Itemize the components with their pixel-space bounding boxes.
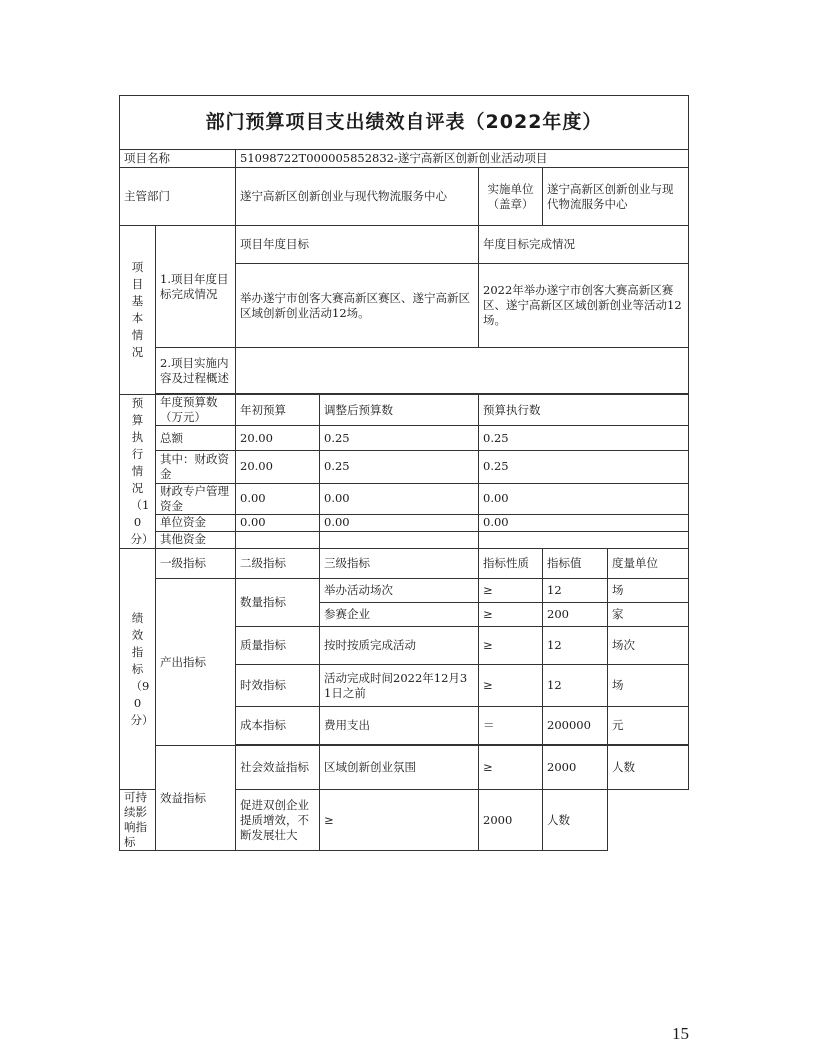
budget-row-label: 其中：财政资金 — [156, 451, 236, 483]
indicator-value: 200000 — [543, 707, 608, 745]
indicator-value: 2000 — [479, 790, 543, 851]
unit-header: 度量单位 — [608, 549, 689, 579]
indicator-value: 2000 — [543, 746, 608, 790]
indicator-unit: 家 — [608, 603, 689, 627]
budget-adjusted-value: 0.25 — [320, 451, 479, 483]
indicator-unit: 场 — [608, 665, 689, 707]
budget-initial-value: 20.00 — [236, 451, 320, 483]
budget-row-label: 总额 — [156, 426, 236, 451]
page-number: 15 — [672, 1024, 689, 1043]
indicator-name: 促进双创企业提质增效，不断发展壮大 — [236, 790, 320, 851]
indicator-unit: 元 — [608, 707, 689, 745]
level2-header: 二级指标 — [236, 549, 320, 579]
department-value: 遂宁高新区创新创业与现代物流服务中心 — [236, 168, 479, 226]
indicator-unit: 人数 — [543, 790, 608, 851]
indicator-name: 费用支出 — [320, 707, 479, 745]
budget-initial-value: 0.00 — [236, 514, 320, 531]
executed-budget-header: 预算执行数 — [479, 395, 689, 426]
budget-executed-value: 0.25 — [479, 451, 689, 483]
indicator-nature: ≥ — [479, 603, 543, 627]
budget-column-label: 年度预算数（万元） — [156, 395, 236, 426]
nature-header: 指标性质 — [479, 549, 543, 579]
budget-section-label: 预算执行情况（10分） — [120, 395, 156, 549]
annual-goal-header: 项目年度目标 — [236, 226, 479, 264]
indicator-value: 12 — [543, 665, 608, 707]
timeliness-indicator-label: 时效指标 — [236, 665, 320, 707]
implementing-unit-label: 实施单位（盖章） — [479, 168, 543, 226]
budget-adjusted-value: 0.00 — [320, 483, 479, 514]
indicator-name: 活动完成时间2022年12月31日之前 — [320, 665, 479, 707]
indicator-nature: ≥ — [479, 627, 543, 665]
social-benefit-indicator-label: 社会效益指标 — [236, 746, 320, 790]
quantity-indicator-label: 数量指标 — [236, 579, 320, 627]
implementing-unit-value: 遂宁高新区创新创业与现代物流服务中心 — [543, 168, 689, 226]
cost-indicator-label: 成本指标 — [236, 707, 320, 745]
budget-executed-value: 0.25 — [479, 426, 689, 451]
indicator-name: 举办活动场次 — [320, 579, 479, 603]
budget-adjusted-value: 0.00 — [320, 514, 479, 531]
budget-row-label: 其他资金 — [156, 531, 236, 548]
budget-adjusted-value — [320, 531, 479, 548]
indicator-value: 200 — [543, 603, 608, 627]
annual-goal-text: 举办遂宁市创客大赛高新区赛区、遂宁高新区区域创新创业活动12场。 — [236, 264, 479, 348]
level1-header: 一级指标 — [156, 549, 236, 579]
budget-executed-value — [479, 531, 689, 548]
indicator-name: 区域创新创业氛围 — [320, 746, 479, 790]
output-indicator-label: 产出指标 — [156, 579, 236, 746]
indicator-unit: 人数 — [608, 746, 689, 790]
sustainability-indicator-label: 可持续影响指标 — [120, 790, 156, 851]
budget-initial-value: 0.00 — [236, 483, 320, 514]
goal-row-label: 1.项目年度目标完成情况 — [156, 226, 236, 348]
indicator-value: 12 — [543, 627, 608, 665]
budget-initial-value — [236, 531, 320, 548]
initial-budget-header: 年初预算 — [236, 395, 320, 426]
budget-initial-value: 20.00 — [236, 426, 320, 451]
performance-section-label: 绩效指标（90分） — [120, 549, 156, 790]
indicator-name: 参赛企业 — [320, 603, 479, 627]
value-header: 指标值 — [543, 549, 608, 579]
budget-executed-value: 0.00 — [479, 514, 689, 531]
indicator-nature: ＝ — [479, 707, 543, 745]
indicator-name: 按时按质完成活动 — [320, 627, 479, 665]
indicator-unit: 场 — [608, 579, 689, 603]
form-title: 部门预算项目支出绩效自评表（2022年度） — [120, 96, 689, 150]
goal-completion-text: 2022年举办遂宁市创客大赛高新区赛区、遂宁高新区区域创新创业等活动12场。 — [479, 264, 689, 348]
process-overview-label: 2.项目实施内容及过程概述 — [156, 348, 236, 394]
indicator-value: 12 — [543, 579, 608, 603]
performance-evaluation-table — [119, 95, 689, 851]
process-overview-value — [236, 348, 689, 394]
project-name-label: 项目名称 — [120, 150, 236, 168]
adjusted-budget-header: 调整后预算数 — [320, 395, 479, 426]
basic-info-section-label: 项目基本情况 — [120, 226, 156, 395]
budget-adjusted-value: 0.25 — [320, 426, 479, 451]
project-name-value: 51098722T000005852832-遂宁高新区创新创业活动项目 — [236, 150, 689, 168]
budget-row-label: 单位资金 — [156, 514, 236, 531]
indicator-nature: ≥ — [479, 579, 543, 603]
department-label: 主管部门 — [120, 168, 236, 226]
budget-row-label: 财政专户管理资金 — [156, 483, 236, 514]
quality-indicator-label: 质量指标 — [236, 627, 320, 665]
goal-completion-header: 年度目标完成情况 — [479, 226, 689, 264]
budget-executed-value: 0.00 — [479, 483, 689, 514]
indicator-nature: ≥ — [479, 746, 543, 790]
indicator-nature: ≥ — [479, 665, 543, 707]
effect-indicator-label: 效益指标 — [156, 746, 236, 851]
indicator-nature: ≥ — [320, 790, 479, 851]
indicator-unit: 场次 — [608, 627, 689, 665]
level3-header: 三级指标 — [320, 549, 479, 579]
